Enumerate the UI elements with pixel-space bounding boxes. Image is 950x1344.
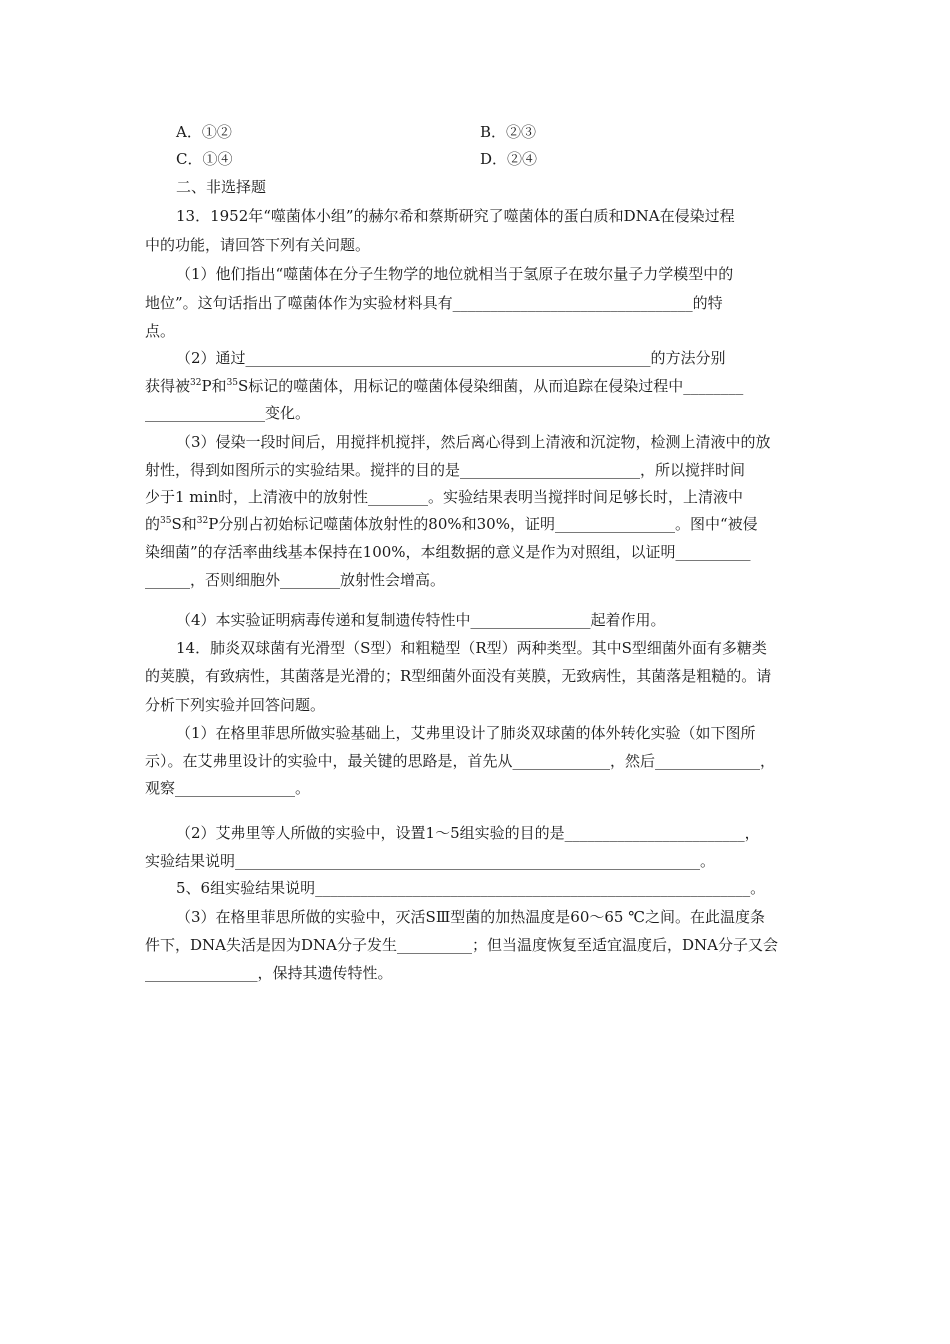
q13-part2-line2-a: 获得被 [145,377,191,395]
isotope-superscript-32: 32 [190,378,202,388]
q14-part3-line1: （3）在格里菲思所做的实验中，灭活SⅢ型菌的加热温度是60～65 ℃之间。在此温度条 [176,908,766,926]
q13-part1-line3: 点。 [145,322,176,340]
q13-part3-line2: 射性，得到如图所示的实验结果。搅拌的目的是________________________，所以搅拌时间 [145,461,746,479]
q14-intro-line1: 14．肺炎双球菌有光滑型（S型）和粗糙型（R型）两种类型。其中S型细菌外面有多糖类 [176,639,767,657]
q13-part1-line2: 地位”。这句话指出了噬菌体作为实验材料具有________________________________的特 [145,294,723,312]
option-c: C．①④ [176,150,233,168]
q13-part3-line4-a: 的 [145,515,161,533]
q14-part2-line3: 5、6组实验结果说明__________________________________________________________。 [176,879,766,897]
q13-part3-line3: 少于1 min时，上清液中的放射性________。实验结果表明当搅拌时间足够长时，上清液中 [145,488,743,506]
q13-intro-line1: 13．1952年“噬菌体小组”的赫尔希和蔡斯研究了噬菌体的蛋白质和DNA在侵染过程 [176,207,735,225]
option-a: A．①② [176,123,232,141]
q14-intro-line3: 分析下列实验并回答问题。 [145,696,326,714]
isotope-superscript-35: 35 [160,516,172,526]
option-b: B．②③ [480,123,537,141]
q13-part3-line4-c: P分别占初始标记噬菌体放射性的80%和30%，证明________________。图中“被侵 [208,515,758,533]
q14-part2-line1: （2）艾弗里等人所做的实验中，设置1～5组实验的目的是________________________， [176,824,760,842]
q13-part2-line2-c: S标记的噬菌体，用标记的噬菌体侵染细菌，从而追踪在侵染过程中________ [238,377,744,395]
q14-part1-line3: 观察________________。 [145,779,311,797]
isotope-superscript-35: 35 [226,378,239,388]
q14-part3-line3: _______________，保持其遗传特性。 [145,964,393,982]
q14-part3-line2: 件下，DNA失活是因为DNA分子发生__________；但当温度恢复至适宜温度后，DNA分子又会 [145,936,778,954]
q14-part1-line1: （1）在格里菲思所做实验基础上，艾弗里设计了肺炎双球菌的体外转化实验（如下图所 [176,724,756,742]
q13-part3-line1: （3）侵染一段时间后，用搅拌机搅拌，然后离心得到上清液和沉淀物，检测上清液中的放 [176,433,771,451]
q13-part3-line6: ______，否则细胞外________放射性会增高。 [145,571,446,589]
isotope-superscript-32: 32 [196,516,209,526]
q13-part3-line4-b: S和 [171,515,197,533]
q13-part2-line1: （2）通过______________________________________________________的方法分别 [176,349,726,367]
q14-intro-line2: 的荚膜，有致病性，其菌落是光滑的；R型细菌外面没有荚膜，无致病性，其菌落是粗糙的。请 [145,667,772,685]
option-d: D．②④ [480,150,538,168]
q13-part2-line2-b: P和 [201,377,227,395]
section-heading: 二、非选择题 [176,178,267,196]
q14-part2-line2: 实验结果说明______________________________________________________________。 [145,852,716,870]
q14-part1-line2: 示）。在艾弗里设计的实验中，最关键的思路是，首先从_____________，然后______________， [145,752,776,770]
q13-part2-line2 [145,375,743,397]
q13-part3-line5: 染细菌”的存活率曲线基本保持在100%，本组数据的意义是作为对照组，以证明__________ [145,543,751,561]
q13-part2-line3: ________________变化。 [145,404,311,422]
q13-intro-line2: 中的功能，请回答下列有关问题。 [145,236,371,254]
q13-part4-line1: （4）本实验证明病毒传递和复制遗传特性中________________起着作用。 [176,611,666,629]
q13-part1-line1: （1）他们指出“噬菌体在分子生物学的地位就相当于氢原子在玻尔量子力学模型中的 [176,265,734,283]
q13-part3-line4 [145,513,758,535]
